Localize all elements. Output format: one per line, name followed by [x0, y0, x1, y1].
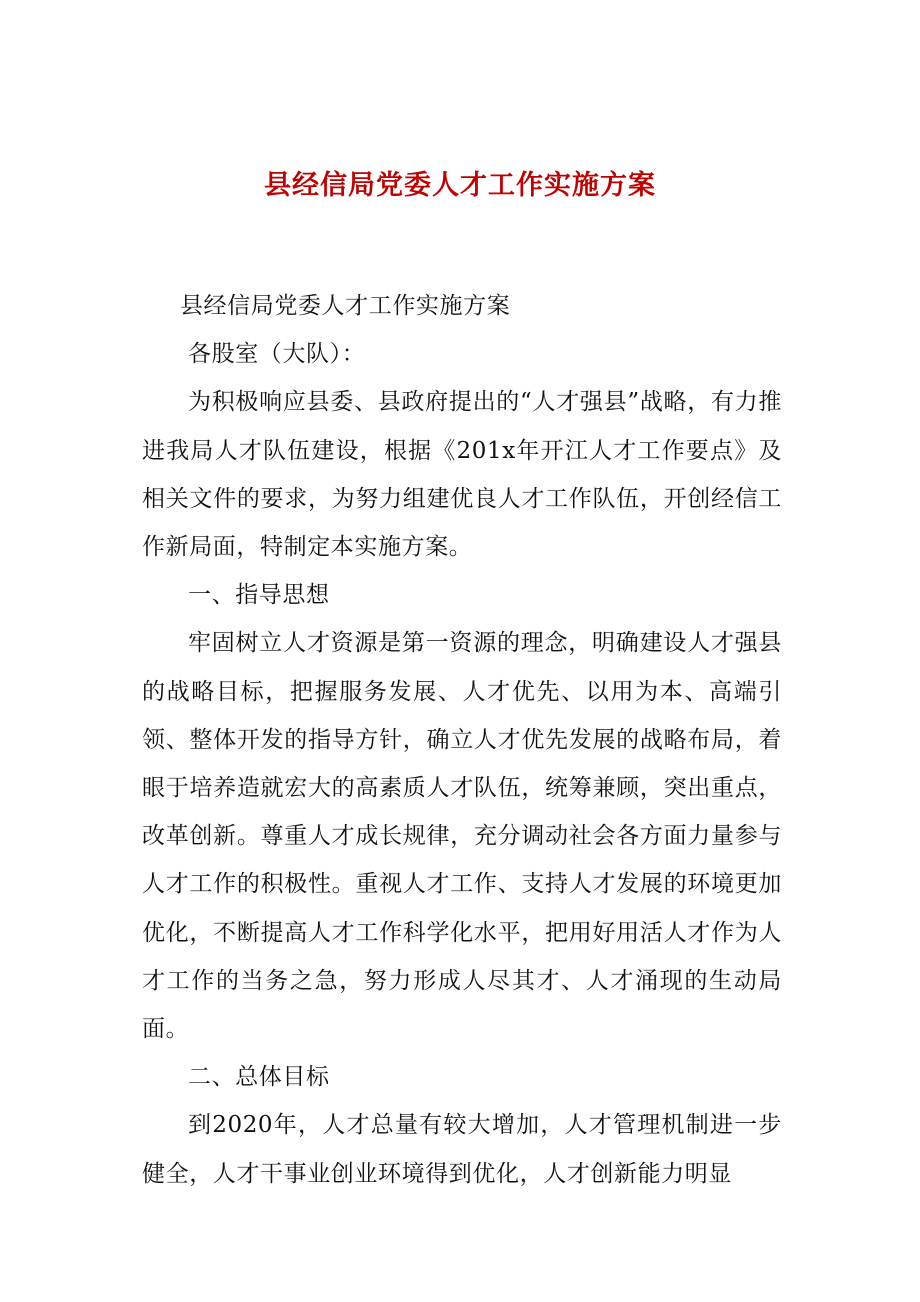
intro-paragraph: 为积极响应县委、县政府提出的“人才强县”战略，有力推进我局人才队伍建设，根据《201x年开江人才工作要点》及相关文件的要求，为努力组建优良人才工作队伍，开创经信工作新局面，特制定本实施方案。: [142, 389, 782, 561]
guiding-ideology-paragraph: 牢固树立人才资源是第一资源的理念，明确建设人才强县的战略目标，把握服务发展、人才优先、以用为本、高端引领、整体开发的指导方针，确立人才优先发展的战略布局，着眼于培养造就宏大的高素质人才队伍，统筹兼顾，突出重点，改革创新。尊重人才成长规律，充分调动社会各方面力量参与人才工作的积极性。重视人才工作、支持人才发展的环境更加优化，不断提高人才工作科学化水平，把用好用活人才作为人才工作的当务之急，努力形成人尽其才、人才涌现的生动局面。: [142, 630, 782, 1043]
section-heading-overall-goal: 二、总体目标: [188, 1064, 330, 1091]
document-body: [142, 282, 782, 1198]
overall-goal-paragraph: 到2020年，人才总量有较大增加，人才管理机制进一步健全，人才干事业创业环境得到优化，人才创新能力明显: [142, 1112, 782, 1187]
document-title: 县经信局党委人才工作实施方案: [264, 170, 656, 201]
document-subtitle: 县经信局党委人才工作实施方案: [179, 293, 511, 319]
section-heading-guiding-ideology: 一、指导思想: [188, 582, 330, 609]
salutation: 各股室（大队）：: [188, 341, 366, 368]
